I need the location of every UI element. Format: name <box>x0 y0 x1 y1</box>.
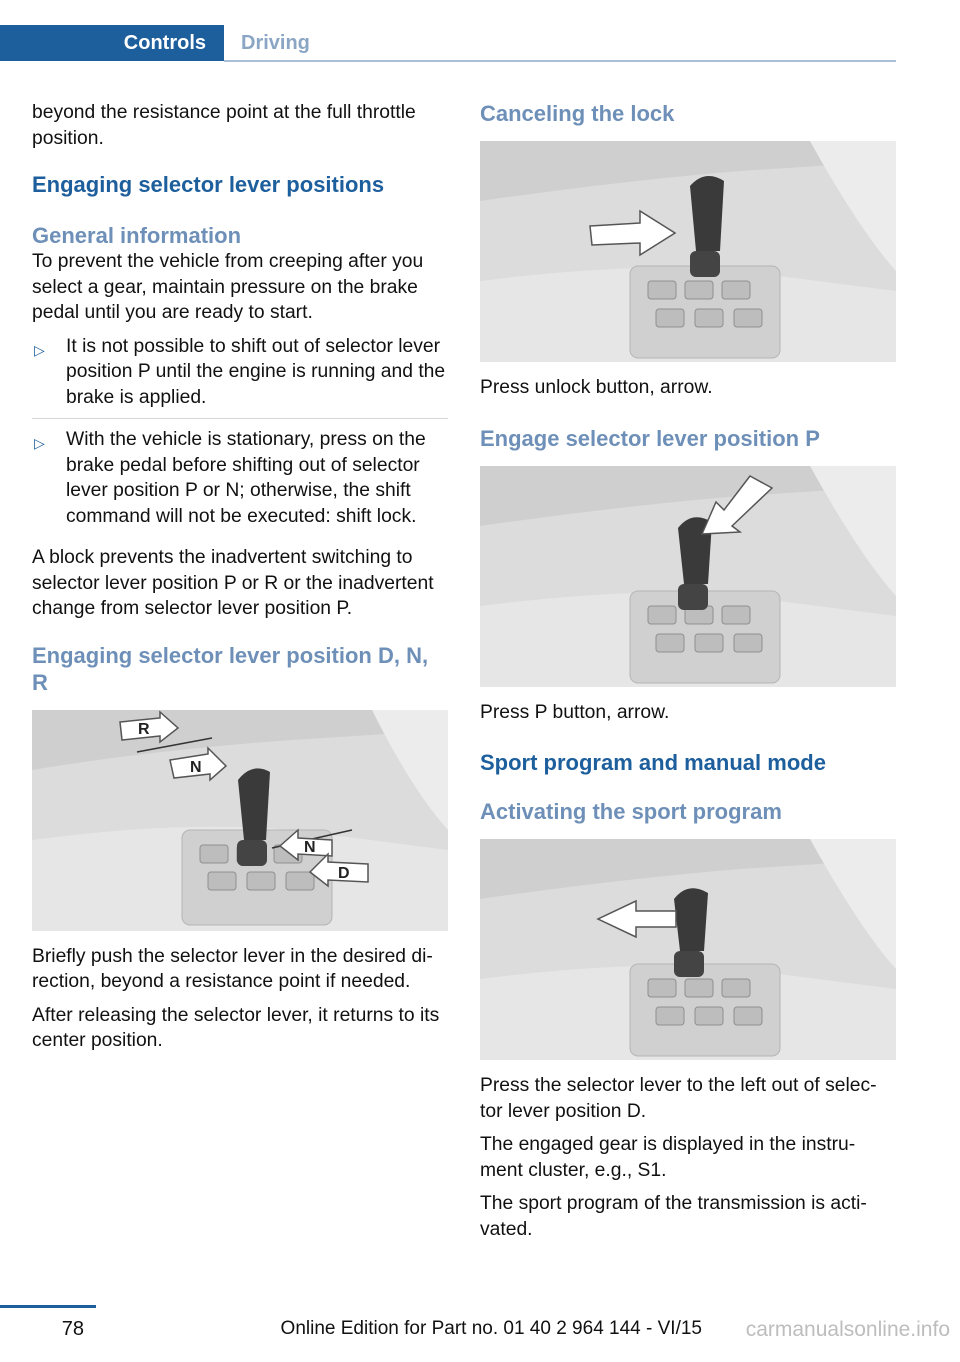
bullet-text: It is not possible to shift out of selector lever position P until the engine is running and the brake is applied. <box>66 335 446 408</box>
push-paragraph: Briefly push the selector lever in the desired di-rection, beyond a resistance point if needed. <box>32 945 433 992</box>
figure-selector-dnr-illustration <box>32 710 448 931</box>
unlock-paragraph: Press unlock button, arrow. <box>480 377 713 398</box>
edition-text: Online Edition for Part no. 01 40 2 964 144 - VI/15 <box>280 1318 702 1339</box>
triangle-right-icon: ▷ <box>34 435 45 451</box>
release-paragraph: After releasing the selector lever, it returns to its center position. <box>32 1004 440 1051</box>
footer-divider <box>0 1305 96 1308</box>
tab-driving[interactable]: Driving <box>241 31 310 54</box>
left-column <box>32 100 448 1062</box>
press-left-paragraph: Press the selector lever to the left out of selec-tor lever position D. <box>480 1075 877 1122</box>
figure-p-button-illustration <box>480 466 896 687</box>
heading-engaging-dnr: Engaging selector lever position D, N, R <box>32 642 429 695</box>
page-header <box>0 0 960 64</box>
gear-display-paragraph: The engaged gear is displayed in the instru-ment cluster, e.g., S1. <box>480 1134 856 1181</box>
page-number: 78 <box>61 1318 84 1340</box>
heading-sport-program: Sport program and manual mode <box>480 750 826 775</box>
general-paragraph: To prevent the vehicle from creeping after you select a gear, maintain pressure on the brake pedal until you are ready to start. <box>32 251 424 323</box>
header-divider <box>224 60 896 62</box>
tab-controls[interactable]: Controls <box>0 25 224 61</box>
heading-activating-sport: Activating the sport program <box>480 799 782 824</box>
figure-selector-dnr <box>32 710 448 931</box>
bullet-text: With the vehicle is stationary, press on the brake pedal before shifting out of selector lever position P or N; otherwise, the shift command will not be executed: shift lock. <box>66 429 426 527</box>
sport-activated-paragraph: The sport program of the transmission is acti-vated. <box>480 1193 867 1240</box>
figure-p-button <box>480 466 896 687</box>
p-button-paragraph: Press P button, arrow. <box>480 701 670 723</box>
figure-sport-program <box>480 839 896 1060</box>
heading-engaging-positions: Engaging selector lever positions <box>32 172 385 197</box>
heading-canceling-lock: Canceling the lock <box>480 101 675 126</box>
list-item <box>32 427 448 537</box>
figure-unlock-button <box>480 141 896 362</box>
figure-sport-program-illustration <box>480 839 896 1060</box>
watermark: carmanualsonline.info <box>745 1318 950 1341</box>
intro-paragraph: beyond the resistance point at the full throttle position. <box>32 102 416 149</box>
heading-general-information: General information <box>32 223 242 248</box>
arrow-label-n-down: N <box>304 838 316 856</box>
triangle-right-icon: ▷ <box>34 341 45 358</box>
heading-engage-p: Engage selector lever position P <box>480 425 820 451</box>
right-column <box>480 100 896 1250</box>
arrow-label-d: D <box>338 864 350 882</box>
figure-unlock-illustration <box>480 141 896 362</box>
arrow-label-r: R <box>138 720 150 738</box>
list-item <box>32 334 448 420</box>
bullet-list <box>32 334 448 538</box>
block-paragraph: A block prevents the inadvertent switching to selector lever position P or R or the inadvertent change from selector lever position P. <box>32 547 434 619</box>
arrow-label-n-up: N <box>190 758 202 776</box>
